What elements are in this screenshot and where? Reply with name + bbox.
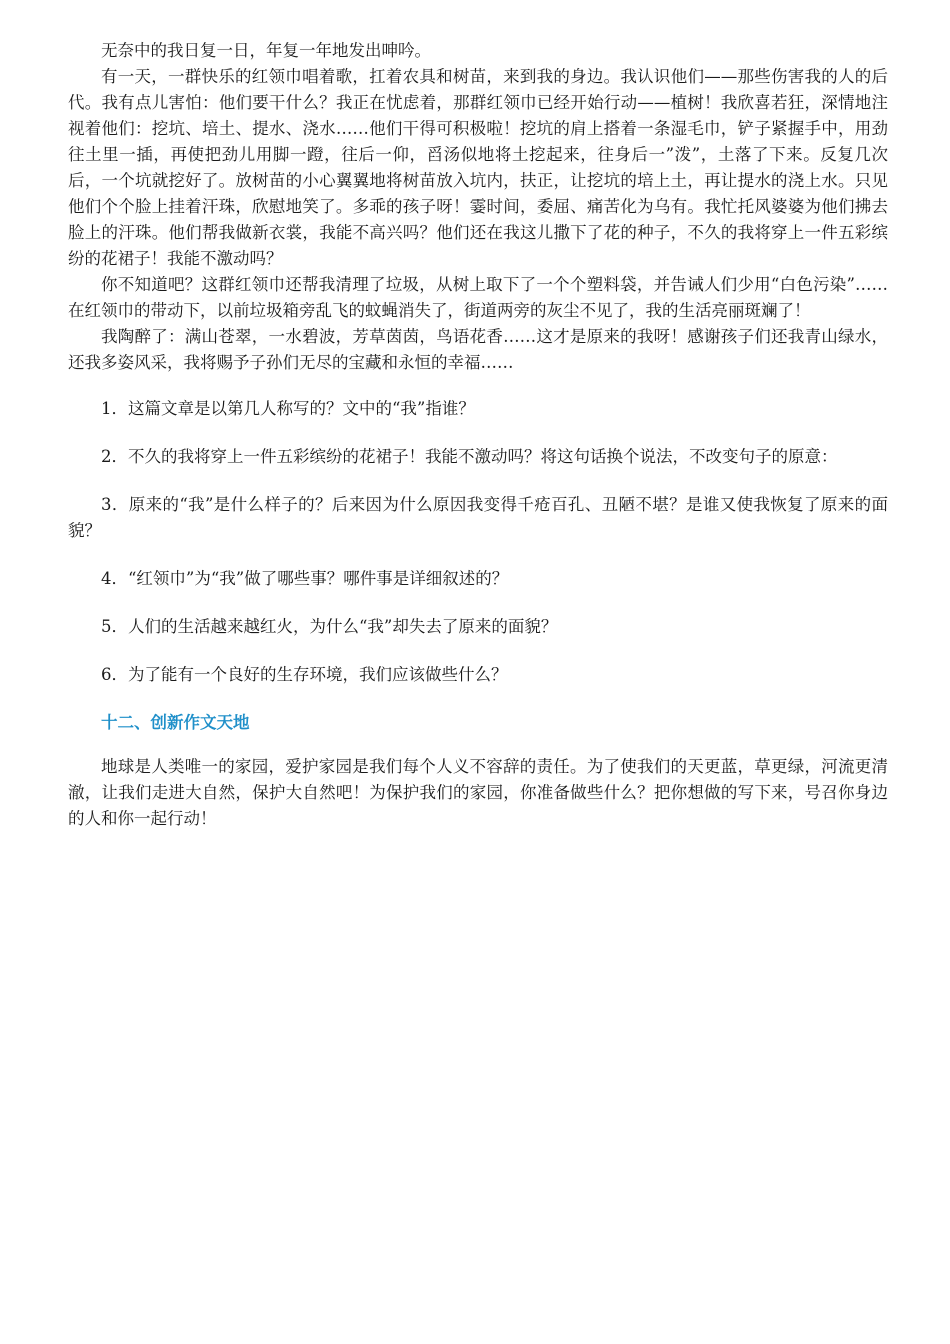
story-paragraph: 无奈中的我日复一日，年复一年地发出呻吟。	[101, 41, 431, 60]
question-item: 4．“红领巾”为“我”做了哪些事？哪件事是详细叙述的？	[101, 569, 509, 588]
story-paragraph: 你不知道吧？这群红领巾还帮我清理了垃圾，从树上取下了一个个塑料袋，并告诫人们少用“白色污染”……在红领巾的带动下，以前垃圾箱旁乱飞的蚊蝇消失了，街道两旁的灰尘不见了，我的生活亮丽斑斓了！	[68, 275, 888, 320]
section-heading: 十二、创新作文天地	[101, 713, 250, 732]
story-text	[68, 38, 888, 376]
question-item: 6．为了能有一个良好的生存环境，我们应该做些什么？	[101, 665, 508, 684]
question-item: 5．人们的生活越来越红火，为什么“我”却失去了原来的面貌？	[101, 617, 558, 636]
document-page	[68, 38, 888, 832]
question-list	[68, 396, 888, 688]
question-item: 2．不久的我将穿上一件五彩缤纷的花裙子！我能不激动吗？将这句话换个说法，不改变句子的原意：	[101, 447, 838, 466]
story-paragraph: 我陶醉了：满山苍翠，一水碧波，芳草茵茵，鸟语花香……这才是原来的我呀！感谢孩子们还我青山绿水，还我多姿风采，我将赐予子孙们无尽的宝藏和永恒的幸福……	[68, 327, 888, 372]
question-item: 1．这篇文章是以第几人称写的？文中的“我”指谁？	[101, 399, 475, 418]
question-item: 3．原来的“我”是什么样子的？后来因为什么原因我变得千疮百孔、丑陋不堪？是谁又使我恢复了原来的面貌？	[68, 495, 888, 540]
section-body: 地球是人类唯一的家园，爱护家园是我们每个人义不容辞的责任。为了使我们的天更蓝，草更绿，河流更清澈，让我们走进大自然，保护大自然吧！为保护我们的家园，你准备做些什么？把你想做的写下来，号召你身边的人和你一起行动！	[68, 757, 888, 828]
story-paragraph: 有一天，一群快乐的红领巾唱着歌，扛着农具和树苗，来到我的身边。我认识他们——那些伤害我的人的后代。我有点儿害怕：他们要干什么？我正在忧虑着，那群红领巾已经开始行动——植树！我欣喜若狂，深情地注视着他们：挖坑、培土、提水、浇水……他们干得可积极啦！挖坑的肩上搭着一条湿毛巾，铲子紧握手中，用劲往土里一插，再使把劲儿用脚一蹬，往后一仰，舀汤似地将土挖起来，往身后一”泼”，土落了下来。反复几次后，一个坑就挖好了。放树苗的小心翼翼地将树苗放入坑内，扶正，让挖坑的培上土，再让提水的浇上水。只见他们个个脸上挂着汗珠，欣慰地笑了。多乖的孩子呀！霎时间，委屈、痛苦化为乌有。我忙托风婆婆为他们拂去脸上的汗珠。他们帮我做新衣裳，我能不高兴吗？他们还在我这儿撒下了花的种子，不久的我将穿上一件五彩缤纷的花裙子！我能不激动吗？	[68, 67, 888, 268]
